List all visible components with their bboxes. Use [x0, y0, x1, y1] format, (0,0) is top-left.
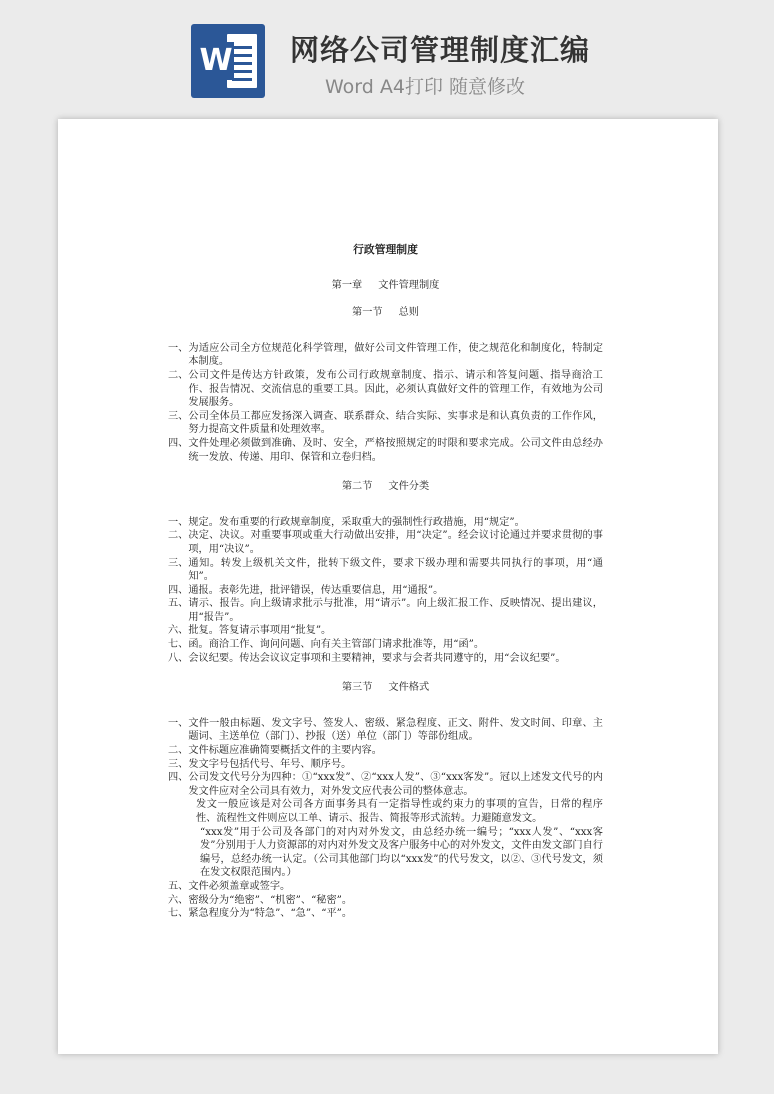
chapter-name: 文件管理制度	[378, 279, 440, 291]
section-label: 第三节	[341, 682, 373, 694]
sections-container	[168, 306, 603, 921]
list-item-number: 一、	[168, 516, 189, 528]
list-item-number: 七、	[168, 908, 189, 920]
list-item-text: 函。商洽工作、询问问题、向有关主管部门请求批准等，用“函”。	[188, 639, 485, 651]
list-item-text: 文件必须盖章或签字。	[188, 880, 291, 892]
list-item-text: 规定。发布重要的行政规章制度，采取重大的强制性行政措施，用“规定”。	[188, 516, 525, 528]
list-item	[168, 516, 603, 530]
list-item	[168, 744, 603, 758]
list-item	[168, 717, 603, 744]
section-name: 文件分类	[388, 481, 430, 493]
list-item	[168, 798, 603, 825]
section-name: 总则	[398, 307, 419, 319]
banner-header	[0, 0, 774, 110]
list-item-text: 决定、决议。对重要事项或重大行动做出安排，用“决定”。经会议讨论通过并要求贯彻的事项，用“决议”。	[188, 530, 603, 555]
list-item	[168, 437, 603, 464]
list-item-number: 六、	[168, 894, 189, 906]
section-label: 第二节	[341, 481, 373, 493]
banner-title: 网络公司管理制度汇编	[290, 33, 591, 67]
list-item-number: 六、	[168, 625, 189, 637]
list-item-text: 公司发文代号分为四种：①“xxx发”、②“xxx人发”、③“xxx客发”。冠以上述发文代号的内发文件应对全公司具有效力，对外发文应代表公司的整体意志。	[188, 772, 603, 797]
section-label: 第一节	[352, 307, 383, 319]
chapter-label: 第一章	[331, 279, 363, 291]
list-item-text: 为适应公司全方位规范化科学管理，做好公司文件管理工作，使之规范化和制度化，特制定本制度。	[188, 342, 603, 368]
list-item-number: 一、	[168, 717, 189, 729]
list-item-number: 四、	[168, 772, 189, 784]
word-letter: W	[199, 43, 233, 78]
list-item-number: 二、	[168, 369, 189, 381]
list-item-text: 文件一般由标题、发文字号、签发人、密级、紧急程度、正文、附件、发文时间、印章、主题词、主送单位（部门）、抄报（送）单位（部门）等部份组成。	[188, 717, 603, 743]
list-item-number: 五、	[168, 880, 189, 892]
list-item-text: 公司文件是传达方针政策，发布公司行政规章制度、指示、请示和答复问题、指导商洽工作、报告情况、交流信息的重要工具。因此，必须认真做好文件的管理工作，有效地为公司发展服务。	[188, 369, 603, 409]
chapter-heading	[168, 279, 603, 293]
section-name: 文件格式	[388, 682, 430, 694]
list-item	[168, 758, 603, 772]
section-heading	[168, 306, 603, 320]
list-item-text: 紧急程度分为“特急”、“急”、“平”。	[188, 908, 353, 920]
list-item-text: 会议纪要。传达会议议定事项和主要精神，要求与会者共同遵守的，用“会议纪要”。	[188, 652, 566, 664]
list-item	[168, 342, 603, 369]
list-item	[168, 826, 603, 880]
list-item	[168, 880, 603, 894]
banner-subtitle: Word A4打印 随意修改	[325, 76, 526, 98]
list-item-text: “xxx发”用于公司及各部门的对内对外发文，由总经办统一编号；“xxx人发”、“xxx客发”分别用于人力资源部的对内对外发文及客户服务中心的对外发文，文件由发文部门自行编号，总经办统一认定。（公司其他部门均以“xxx发”的代号发文，以②、③代号发文，须在发文权限范围内。）	[200, 826, 603, 879]
list-item	[168, 907, 603, 921]
list-item-number: 五、	[168, 598, 189, 610]
list-item	[168, 557, 603, 584]
list-item-number: 二、	[168, 745, 189, 757]
list-item	[168, 638, 603, 652]
list-item-number: 八、	[168, 652, 189, 664]
section-heading	[168, 681, 603, 695]
list-item-text: 文件标题应准确简要概括文件的主要内容。	[188, 745, 382, 757]
list-item	[168, 624, 603, 638]
list-item	[168, 894, 603, 908]
list-item-text: 公司全体员工都应发扬深入调查、联系群众、结合实际、实事求是和认真负责的工作作风，努力提高文件质量和处理效率。	[188, 410, 603, 436]
list-item	[168, 369, 603, 410]
list-item-text: 批复。答复请示事项用“批复”。	[188, 625, 332, 637]
list-item-text: 通报。表彰先进，批评错误，传达重要信息，用“通报”。	[188, 584, 444, 596]
list-item-text: 发文字号包括代号、年号、顺序号。	[188, 758, 352, 770]
list-item-number: 四、	[168, 437, 189, 449]
list-item	[168, 529, 603, 556]
document-page	[58, 119, 718, 1054]
list-item-number: 一、	[168, 342, 189, 354]
list-item-number: 三、	[168, 410, 189, 422]
list-item-text: 请示、报告。向上级请求批示与批准，用“请示”。向上级汇报工作、反映情况、提出建议，用“报告”。	[188, 598, 603, 623]
list-item	[168, 771, 603, 798]
list-item	[168, 410, 603, 437]
list-item	[168, 652, 603, 666]
list-item-number: 二、	[168, 530, 189, 542]
list-item-text: 发文一般应该是对公司各方面事务具有一定指导性或约束力的事项的宣告，日常的程序性、流程性文件则应以工单、请示、报告、简报等形式流转。力避随意发文。	[196, 799, 603, 824]
document-body	[168, 243, 603, 921]
section-heading	[168, 480, 603, 494]
list-item-number: 七、	[168, 639, 189, 651]
list-item	[168, 584, 603, 598]
document-title: 行政管理制度	[353, 243, 418, 256]
list-item-text: 文件处理必须做到准确、及时、安全，严格按照规定的时限和要求完成。公司文件由总经办统一发放、传递、用印、保管和立卷归档。	[188, 437, 603, 463]
list-item	[168, 597, 603, 624]
list-item-number: 四、	[168, 584, 189, 596]
list-item-number: 三、	[168, 758, 189, 770]
list-item-number: 三、	[168, 557, 189, 569]
list-item-text: 密级分为“绝密”、“机密”、“秘密”。	[188, 894, 353, 906]
list-item-text: 通知。转发上级机关文件，批转下级文件，要求下级办理和需要共同执行的事项，用“通知”。	[188, 557, 603, 583]
word-icon	[191, 24, 265, 98]
